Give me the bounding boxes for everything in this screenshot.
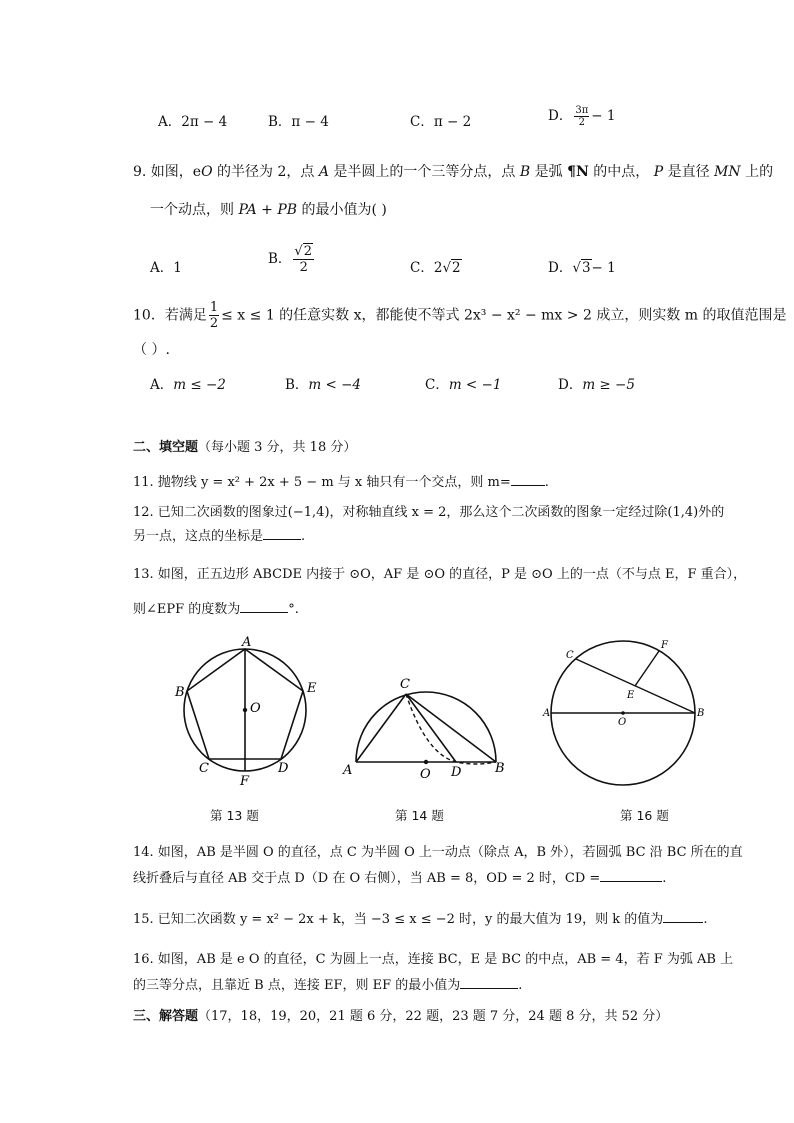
q15-text: 15. 已知二次函数 y = x² − 2x + k，当 −3 ≤ x ≤ −2 时，y 的最大值为 19，则 k 的值为 .: [133, 908, 707, 929]
option-text: π − 4: [291, 114, 329, 130]
q9-line1: 9. 如图，eO 的半径为 2，点 A 是半圆上的一个三等分点，点 B 是弧 ¶N 的中点， P 是直径 MN 上的: [133, 164, 774, 180]
q9-option-b: B． $\frac{√2}{2}$: [268, 244, 312, 275]
label-c: C: [566, 650, 574, 661]
label-f: F: [240, 774, 250, 789]
q13-line2: 则∠EPF 的度数为 °.: [133, 598, 299, 619]
answer-blank: [240, 598, 288, 613]
q10-option-d: D．m ≥ −5: [558, 377, 635, 393]
q8-option-b: [268, 110, 329, 130]
figure-13: [168, 632, 328, 794]
label-o: O: [618, 717, 627, 728]
q10-option-b: B．m < −4: [285, 377, 362, 393]
option-text: π − 2: [433, 114, 472, 130]
label-a: A: [343, 763, 353, 778]
answer-blank: [511, 471, 545, 486]
q9-option-d: D．√3− 1: [548, 260, 616, 276]
q11-text: 11. 抛物线 y = x² + 2x + 5 − m 与 x 轴只有一个交点，则 m= .: [133, 471, 549, 492]
option-letter: B．: [268, 114, 292, 130]
center-point: [243, 708, 247, 712]
q14-line2: 线折叠后与直径 AB 交于点 D（D 在 O 右侧），当 AB = 8，OD = 2 时，CD = .: [133, 867, 666, 888]
figure-16: [538, 634, 718, 794]
q10-line2: （ ）.: [133, 342, 170, 358]
fraction: $\frac{1}{2}$: [209, 300, 219, 331]
label-b: B: [175, 685, 185, 700]
figure-14: [340, 676, 510, 784]
label-e: E: [627, 690, 635, 701]
q13-line1: 13. 如图，正五边形 ABCDE 内接于 ⊙O，AF 是 ⊙O 的直径，P 是 ⊙O 上的一点（不与点 E，F 重合），: [133, 567, 747, 582]
q14-line1: 14. 如图，AB 是半圆 O 的直径，点 C 为半圆 O 上一动点（除点 A，B 外），若圆弧 BC 沿 BC 所在的直: [133, 845, 743, 860]
label-c: C: [199, 761, 209, 776]
label-d: D: [451, 765, 462, 780]
label-e: E: [307, 681, 317, 696]
label-a: A: [242, 635, 252, 650]
q8-option-c: [410, 110, 471, 130]
label-o: O: [250, 701, 261, 716]
q8-option-d: [548, 104, 615, 128]
caption-13: 第 13 题: [210, 808, 259, 823]
answer-blank: [600, 867, 662, 882]
label-d: D: [278, 761, 289, 776]
q8-option-a: [158, 110, 227, 130]
q12-line1: 12. 已知二次函数的图象过(−1,4)，对称轴直线 x = 2，那么这个二次函数的图象一定经过除(1,4)外的: [133, 505, 725, 520]
q16-line2: 的三等分点，且靠近 B 点，连接 EF，则 EF 的最小值为 .: [133, 974, 522, 995]
q9-option-c: C．2√2: [410, 260, 461, 276]
label-o: O: [420, 767, 431, 782]
q9-option-a: A．1: [150, 260, 182, 276]
q12-line2: 另一点，这点的坐标是 .: [133, 525, 305, 546]
option-text: − 1: [591, 108, 616, 124]
q16-line1: 16. 如图，AB 是 e O 的直径，C 为圆上一点，连接 BC，E 是 BC 的中点，AB = 4，若 F 为弧 AB 上: [133, 952, 734, 967]
arc-mn-glyph: ¶N: [567, 164, 589, 180]
center-point: [424, 760, 428, 764]
segment-cd: [406, 694, 456, 762]
option-letter: A．: [158, 114, 182, 130]
option-text: 2π − 4: [181, 114, 228, 130]
label-b: B: [697, 708, 705, 719]
q10-option-c: C．m < −1: [425, 377, 502, 393]
label-f: F: [661, 640, 668, 651]
fraction: $\frac{3\pi}{2}$: [575, 105, 589, 128]
q10-option-a: A．m ≤ −2: [150, 377, 226, 393]
option-letter: C．: [410, 114, 434, 130]
segment-cb: [406, 694, 496, 762]
segment-ac: [356, 694, 406, 762]
q9-line2: 一个动点，则 PA + PB 的最小值为( ): [150, 202, 387, 218]
option-letter: D．: [548, 108, 573, 124]
section2-heading: 二、填空题（每小题 3 分，共 18 分）: [133, 440, 357, 455]
answer-blank: [460, 974, 518, 989]
answer-blank: [663, 908, 703, 923]
segment-ef: [635, 651, 659, 686]
label-b: B: [495, 761, 505, 776]
caption-16: 第 16 题: [620, 808, 669, 823]
center-point: [621, 711, 625, 715]
semicircle: [356, 692, 496, 762]
caption-14: 第 14 题: [395, 808, 444, 823]
section3-heading: 三、解答题（17，18，19，20，21 题 6 分，22 题，23 题 7 分，24 题 8 分，共 52 分）: [133, 1009, 669, 1024]
fraction: $\frac{√2}{2}$: [294, 244, 312, 275]
label-a: A: [543, 708, 551, 719]
q10-line1: 10．若满足 $\frac{1}{2}$ ≤ x ≤ 1 的任意实数 x，都能使不等式 2x³ − x² − mx > 2 成立，则实数 m 的取值范围是: [133, 300, 787, 331]
label-c: C: [400, 677, 410, 692]
answer-blank: [263, 525, 301, 540]
